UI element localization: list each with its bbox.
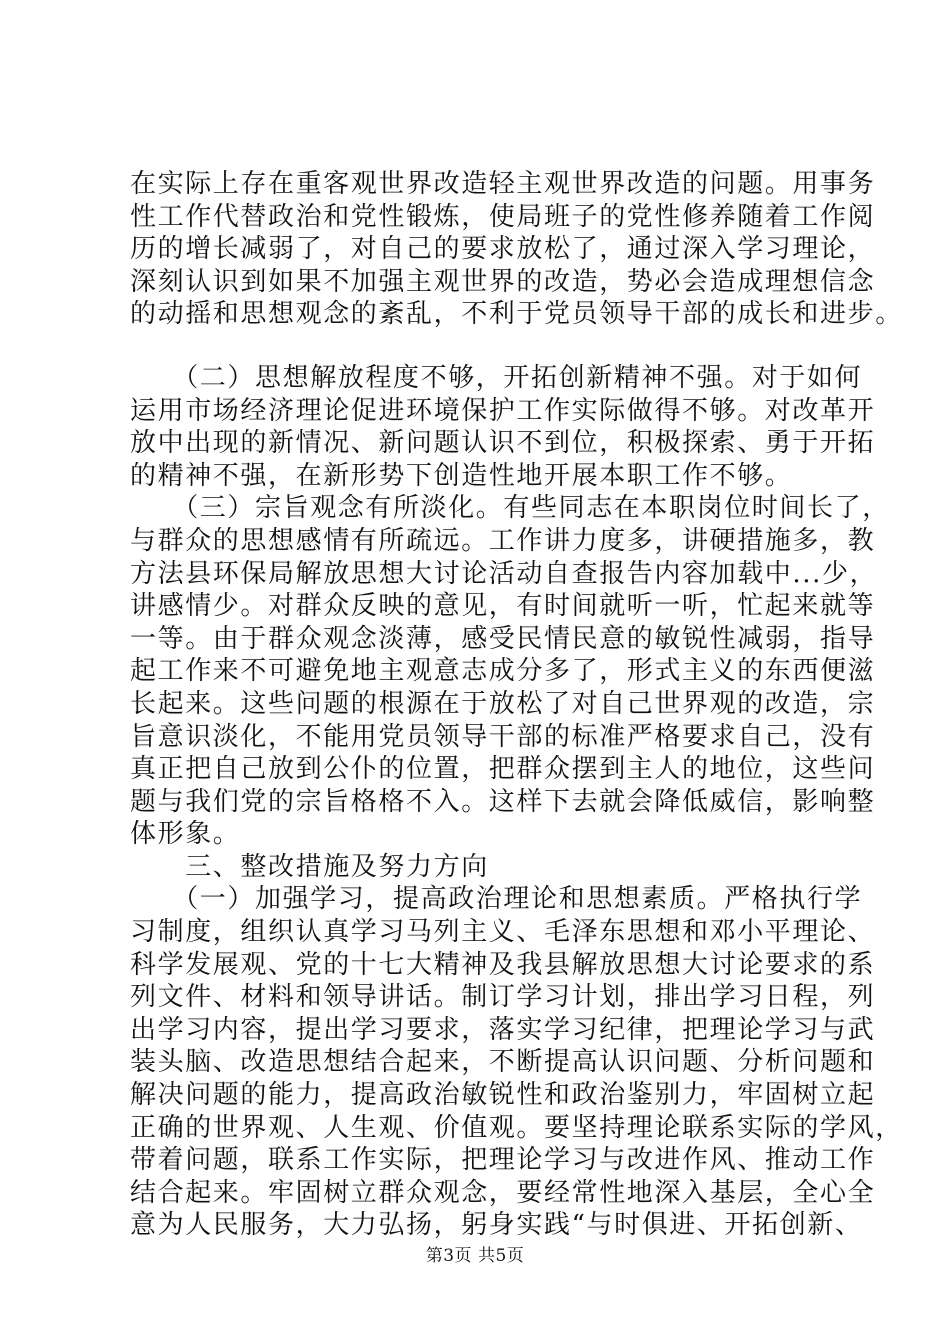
text-line: 意为人民服务，大力弘扬，躬身实践“与时俱进、开拓创新、 (130, 1210, 863, 1241)
text-line: 在实际上存在重客观世界改造轻主观世界改造的问题。用事务 (130, 169, 876, 199)
page-footer: 第3页 共5页 (425, 1246, 525, 1266)
text-line: 性工作代替政治和党性锻炼，使局班子的党性修养随着工作阅 (130, 201, 876, 232)
text-line: 科学发展观、党的十七大精神及我县解放思想大讨论要求的系 (130, 949, 876, 980)
text-line: 与群众的思想感情有所疏远。工作讲力度多，讲硬措施多，教 (130, 525, 876, 556)
text-line: 旨意识淡化，不能用党员领导干部的标准严格要求自己，没有 (130, 721, 876, 752)
text-line: 方法县环保局解放思想大讨论活动自查报告内容加载中...少， (130, 558, 878, 589)
text-line: 带着问题，联系工作实际，把理论学习与改进作风、推动工作 (130, 1145, 876, 1176)
text-line: 讲感情少。对群众反映的意见，有时间就听一听，忙起来就等 (130, 591, 876, 622)
text-line: （三）宗旨观念有所淡化。有些同志在本职岗位时间长了， (130, 493, 890, 524)
text-line: 习制度，组织认真学习马列主义、毛泽东思想和邓小平理论、 (130, 917, 876, 948)
text-line: （二）思想解放程度不够，开拓创新精神不强。对于如何 (130, 362, 863, 393)
document-body (130, 168, 903, 1242)
text-line: 装头脑、改造思想结合起来，不断提高认识问题、分析问题和 (130, 1047, 876, 1078)
text-line: 放中出现的新情况、新问题认识不到位，积极探索、勇于开拓 (130, 428, 876, 459)
text-line: 体形象。 (130, 819, 241, 850)
text-line: 正确的世界观、人生观、价值观。要坚持理论联系实际的学风， (130, 1112, 903, 1143)
text-line: 题与我们党的宗旨格格不入。这样下去就会降低威信，影响整 (130, 786, 876, 817)
text-line: 的精神不强，在新形势下创造性地开展本职工作不够。 (130, 460, 793, 491)
text-line: 的动摇和思想观念的紊乱，不利于党员领导干部的成长和进步。 (130, 299, 903, 330)
paragraph-gap (130, 331, 850, 362)
text-line: 真正把自己放到公仆的位置，把群众摆到主人的地位，这些问 (130, 754, 876, 785)
text-line: 起工作来不可避免地主观意志成分多了，形式主义的东西便滋 (130, 656, 876, 687)
text-line: 解决问题的能力，提高政治敏锐性和政治鉴别力，牢固树立起 (130, 1080, 876, 1111)
text-line: 列文件、材料和领导讲话。制订学习计划，排出学习日程，列 (130, 982, 876, 1013)
text-line: 运用市场经济理论促进环境保护工作实际做得不够。对改革开 (130, 395, 876, 426)
text-line: 结合起来。牢固树立群众观念，要经常性地深入基层，全心全 (130, 1177, 876, 1208)
text-line: 长起来。这些问题的根源在于放松了对自己世界观的改造，宗 (130, 688, 876, 719)
text-line: 三、整改措施及努力方向 (130, 851, 489, 882)
text-line: （一）加强学习，提高政治理论和思想素质。严格执行学 (130, 884, 863, 915)
text-line: 深刻认识到如果不加强主观世界的改造，势必会造成理想信念 (130, 266, 876, 297)
text-line: 出学习内容，提出学习要求，落实学习纪律，把理论学习与武 (130, 1014, 876, 1045)
text-line: 历的增长减弱了，对自己的要求放松了，通过深入学习理论， (130, 234, 876, 265)
text-line: 一等。由于群众观念淡薄，感受民情民意的敏锐性减弱，指导 (130, 623, 876, 654)
